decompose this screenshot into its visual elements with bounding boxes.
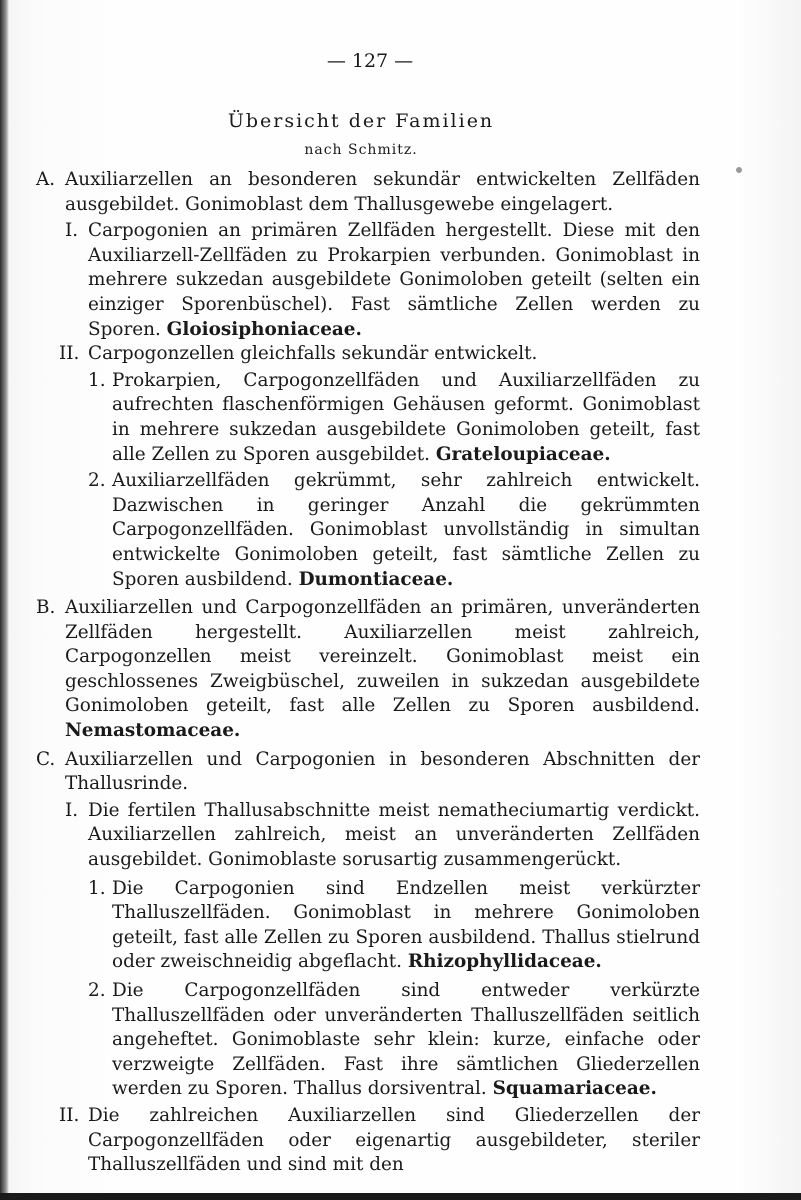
entry-c-ii [59, 1104, 700, 1178]
family-name: Squamariaceae. [492, 1078, 657, 1100]
entry-marker: 2. [88, 470, 106, 492]
entry-marker: 2. [88, 980, 106, 1001]
section-title: Übersicht der Familien [227, 110, 495, 132]
section-subtitle: nach Schmitz. [304, 142, 418, 158]
entry-b [36, 596, 700, 744]
entry-marker: II. [59, 343, 80, 365]
entry-text: Auxiliarzellen an besonderen sekundär entwickelten Zellfäden ausgebildet. Gonimoblast dem Thallusgewebe eingelagert. [65, 169, 700, 215]
family-name: Rhizophyllidaceae. [407, 951, 602, 973]
entry-c-i [65, 799, 700, 873]
family-name: Dumontiaceae. [298, 568, 454, 590]
entry-marker: C. [36, 748, 56, 770]
entry-text: Auxiliarzellfäden gekrümmt, sehr zahlreich entwickelt. Dazwischen in geringer Anzahl die gekrümmten Carpogonzellfäden. Gonimoblast unvollständig in simultan entwickelte Gonimoloben geteilt, fast sämtliche Zellen zu Sporen ausbildend. [112, 470, 700, 590]
entry-text: Auxiliarzellen und Carpogonien in besonderen Abschnitten der Thallusrinde. [65, 748, 700, 795]
scan-speck [736, 167, 742, 173]
scan-edge-left [0, 0, 9, 1200]
family-name: Gloiosiphoniaceae. [166, 318, 362, 340]
body-text [36, 168, 700, 1178]
entry-a-ii-1 [88, 369, 700, 467]
entry-marker: B. [36, 597, 56, 619]
entry-c-i-1 [88, 877, 700, 975]
family-name: Grateloupiaceae. [435, 443, 611, 465]
entry-text: Auxiliarzellen und Carpogonzellfäden an primären, unveränderten Zellfäden hergestellt. Auxiliarzellen meist zahlreich, Carpogonzellen meist vereinzelt. Gonimoblast meist ein geschlossenes Zweigbüschel, zuweilen in sukzedan ausgebildete Gonimoloben geteilt, fast alle Zellen zu Sporen ausbildend. [65, 597, 700, 717]
entry-text: Die Carpogonien sind Endzellen meist verkürzter Thalluszellfäden. Gonimoblast in mehrere Gonimoloben geteilt, fast alle Zellen zu Sporen ausbildend. Thallus stielrund oder zweischneidig abgeflacht. [112, 877, 700, 973]
scan-edge-bottom [0, 1193, 801, 1200]
entry-marker: I. [65, 799, 79, 821]
entry-c [36, 748, 700, 797]
entry-c-i-2 [88, 979, 700, 1102]
entry-text: Carpogonien an primären Zellfäden hergestellt. Diese mit den Auxiliarzell-Zellfäden zu Prokarpien verbunden. Gonimoblast in mehrere sukzedan ausgebildete Gonimoloben geteilt (selten ein einziger Sporenbüschel). Fast sämtliche Zellen werden zu Sporen. [88, 220, 700, 340]
entry-marker: 1. [88, 369, 106, 391]
entry-text: Die fertilen Thallusabschnitte meist nematheciumartig verdickt. Auxiliarzellen zahlreich, meist an unveränderten Zellfäden ausgebildet. Gonimoblaste sorusartig zusammengerückt. [88, 799, 700, 871]
page-number: — 127 — [326, 50, 414, 72]
entry-a-ii [59, 342, 700, 367]
entry-marker: A. [36, 169, 56, 190]
entry-text: Prokarpien, Carpogonzellfäden und Auxiliarzellfäden zu aufrechten flaschenförmigen Gehäusen geformt. Gonimoblast in mehrere sukzedan ausgebildete Gonimoloben geteilt, fast alle Zellen zu Sporen ausgebildet. [112, 369, 700, 465]
entry-a-ii-2 [88, 469, 700, 592]
entry-a [36, 168, 700, 217]
entry-a-i [65, 219, 700, 342]
entry-text: Carpogonzellen gleichfalls sekundär entwickelt. [88, 343, 538, 365]
entry-text: Die Carpogonzellfäden sind entweder verkürzte Thalluszellfäden oder unveränderten Thalluszellfäden seitlich angeheftet. Gonimoblaste sehr klein: kurze, einfache oder verzweigte Zellfäden. Fast ihre sämtlichen Gliederzellen werden zu Sporen. Thallus dorsiventral. [112, 980, 700, 1100]
entry-text: Die zahlreichen Auxiliarzellen sind Gliederzellen der Carpogonzellfäden oder eigenartig ausgebildeter, steriler Thalluszellfäden und sind mit den [88, 1104, 700, 1176]
entry-marker: 1. [88, 877, 106, 899]
family-name: Nemastomaceae. [65, 720, 241, 742]
entry-marker: II. [59, 1104, 80, 1126]
entry-marker: I. [65, 220, 79, 242]
